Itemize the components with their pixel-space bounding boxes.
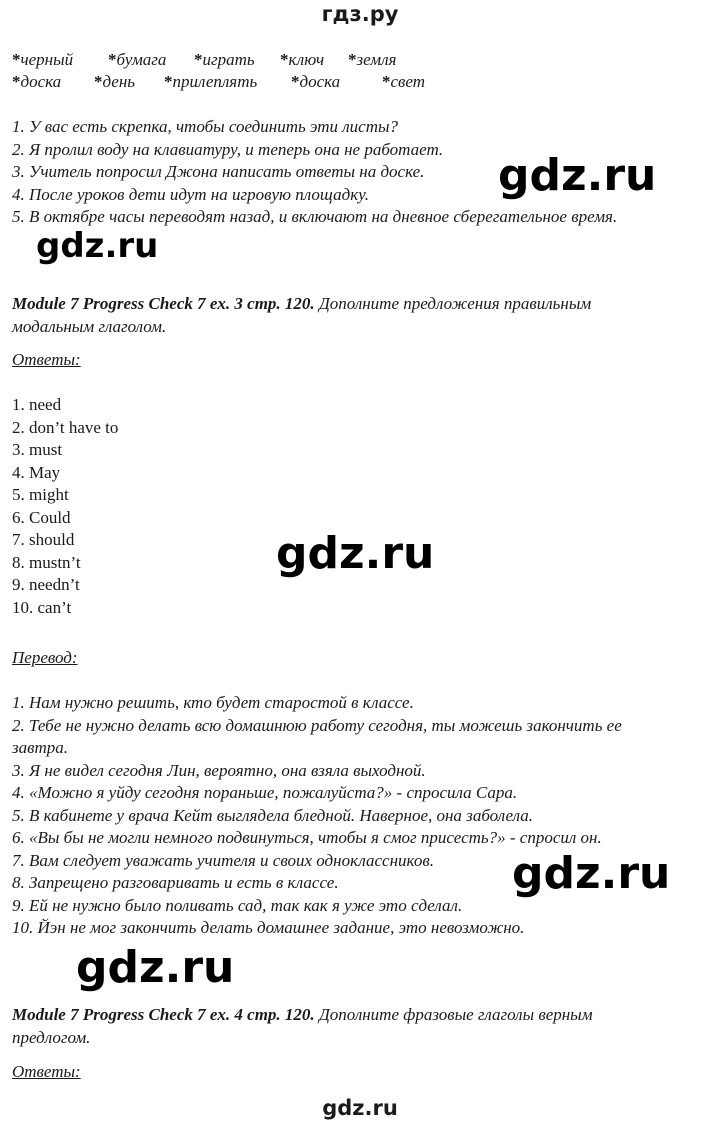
watermark: gdz.ru: [498, 150, 657, 201]
answer-item: 6. Could: [12, 507, 71, 527]
answers-label-2: Ответы:: [12, 1062, 81, 1081]
answers-label: Ответы:: [12, 350, 81, 369]
word-item: *прилеплять: [164, 72, 258, 91]
word-item: *играть: [194, 50, 255, 69]
translation-label: Перевод:: [12, 648, 78, 667]
sentence-line: 5. В октябре часы переводят назад, и включают на дневное сберегательное время.: [12, 207, 618, 226]
translation-line: 4. «Можно я уйду сегодня пораньше, пожалуйста?» - спросила Сара.: [12, 783, 518, 802]
exercise-4-task-cont: предлогом.: [12, 1028, 91, 1047]
exercise-4-ref: Module 7 Progress Check 7 ex. 4 стр. 120.: [12, 1005, 315, 1024]
answer-item: 9. needn’t: [12, 575, 80, 594]
answer-item: 3. must: [12, 440, 63, 459]
answer-item: 10. can’t: [12, 597, 72, 617]
watermark: gdz.ru: [276, 528, 435, 579]
site-footer[interactable]: gdz.ru: [322, 1096, 398, 1120]
exercise-3-task: Дополните предложения правильным: [314, 294, 592, 313]
watermark: gdz.ru: [36, 226, 159, 266]
sentence-line: 3. Учитель попросил Джона написать ответы на доске.: [12, 162, 425, 181]
answer-item: 4. May: [12, 462, 61, 482]
site-header[interactable]: гдз.ру: [321, 2, 399, 26]
translation-line: 9. Ей не нужно было поливать сад, так как я уже это сделал.: [12, 895, 463, 915]
exercise-3-heading: [12, 292, 712, 338]
exercise-3-task-cont: модальным глаголом.: [12, 317, 167, 336]
translation-line: 10. Йэн не мог закончить делать домашнее задание, это невозможно.: [12, 918, 525, 937]
sentence-line: 1. У вас есть скрепка, чтобы соединить эти листы?: [12, 117, 399, 136]
translation-list: [12, 692, 712, 940]
translation-line: 3. Я не видел сегодня Лин, вероятно, она взяла выходной.: [12, 760, 426, 780]
answer-item: 1. need: [12, 395, 62, 414]
answer-item: 2. don’t have to: [12, 417, 119, 437]
word-item: *доска: [12, 72, 62, 91]
word-item: *ключ: [280, 50, 325, 69]
answer-item: 5. might: [12, 485, 69, 504]
answer-item: 7. should: [12, 530, 75, 549]
translation-line: 8. Запрещено разговаривать и есть в классе.: [12, 873, 339, 892]
translation-line: завтра.: [12, 738, 69, 757]
exercise-3-ref: Module 7 Progress Check 7 ex. 3 стр. 120.: [12, 294, 315, 313]
word-item: *день: [94, 72, 136, 91]
translation-line: 6. «Вы бы не могли немного подвинуться, чтобы я смог присесть?» - спросил он.: [12, 828, 602, 847]
word-item: *доска: [291, 72, 341, 91]
sentence-line: 4. После уроков дети идут на игровую площадку.: [12, 184, 369, 204]
answer-item: 8. mustn’t: [12, 552, 81, 572]
exercise-4-heading: [12, 1003, 712, 1049]
word-item: *черный: [12, 50, 74, 69]
watermark: gdz.ru: [512, 848, 671, 899]
watermark: gdz.ru: [76, 942, 235, 993]
translation-line: 1. Нам нужно решить, кто будет старостой в классе.: [12, 693, 414, 712]
word-item: *свет: [382, 72, 426, 91]
word-item: *земля: [348, 50, 397, 69]
word-item: *бумага: [108, 50, 167, 69]
sentence-line: 2. Я пролил воду на клавиатуру, и теперь она не работает.: [12, 139, 444, 159]
exercise-4-task: Дополните фразовые глаголы верным: [314, 1005, 593, 1024]
answers-list: [12, 394, 712, 619]
translation-line: 5. В кабинете у врача Кейт выглядела бледной. Наверное, она заболела.: [12, 805, 534, 825]
translation-line: 2. Тебе не нужно делать всю домашнюю работу сегодня, ты можешь закончить ее: [12, 715, 622, 735]
translation-line: 7. Вам следует уважать учителя и своих одноклассников.: [12, 850, 434, 870]
